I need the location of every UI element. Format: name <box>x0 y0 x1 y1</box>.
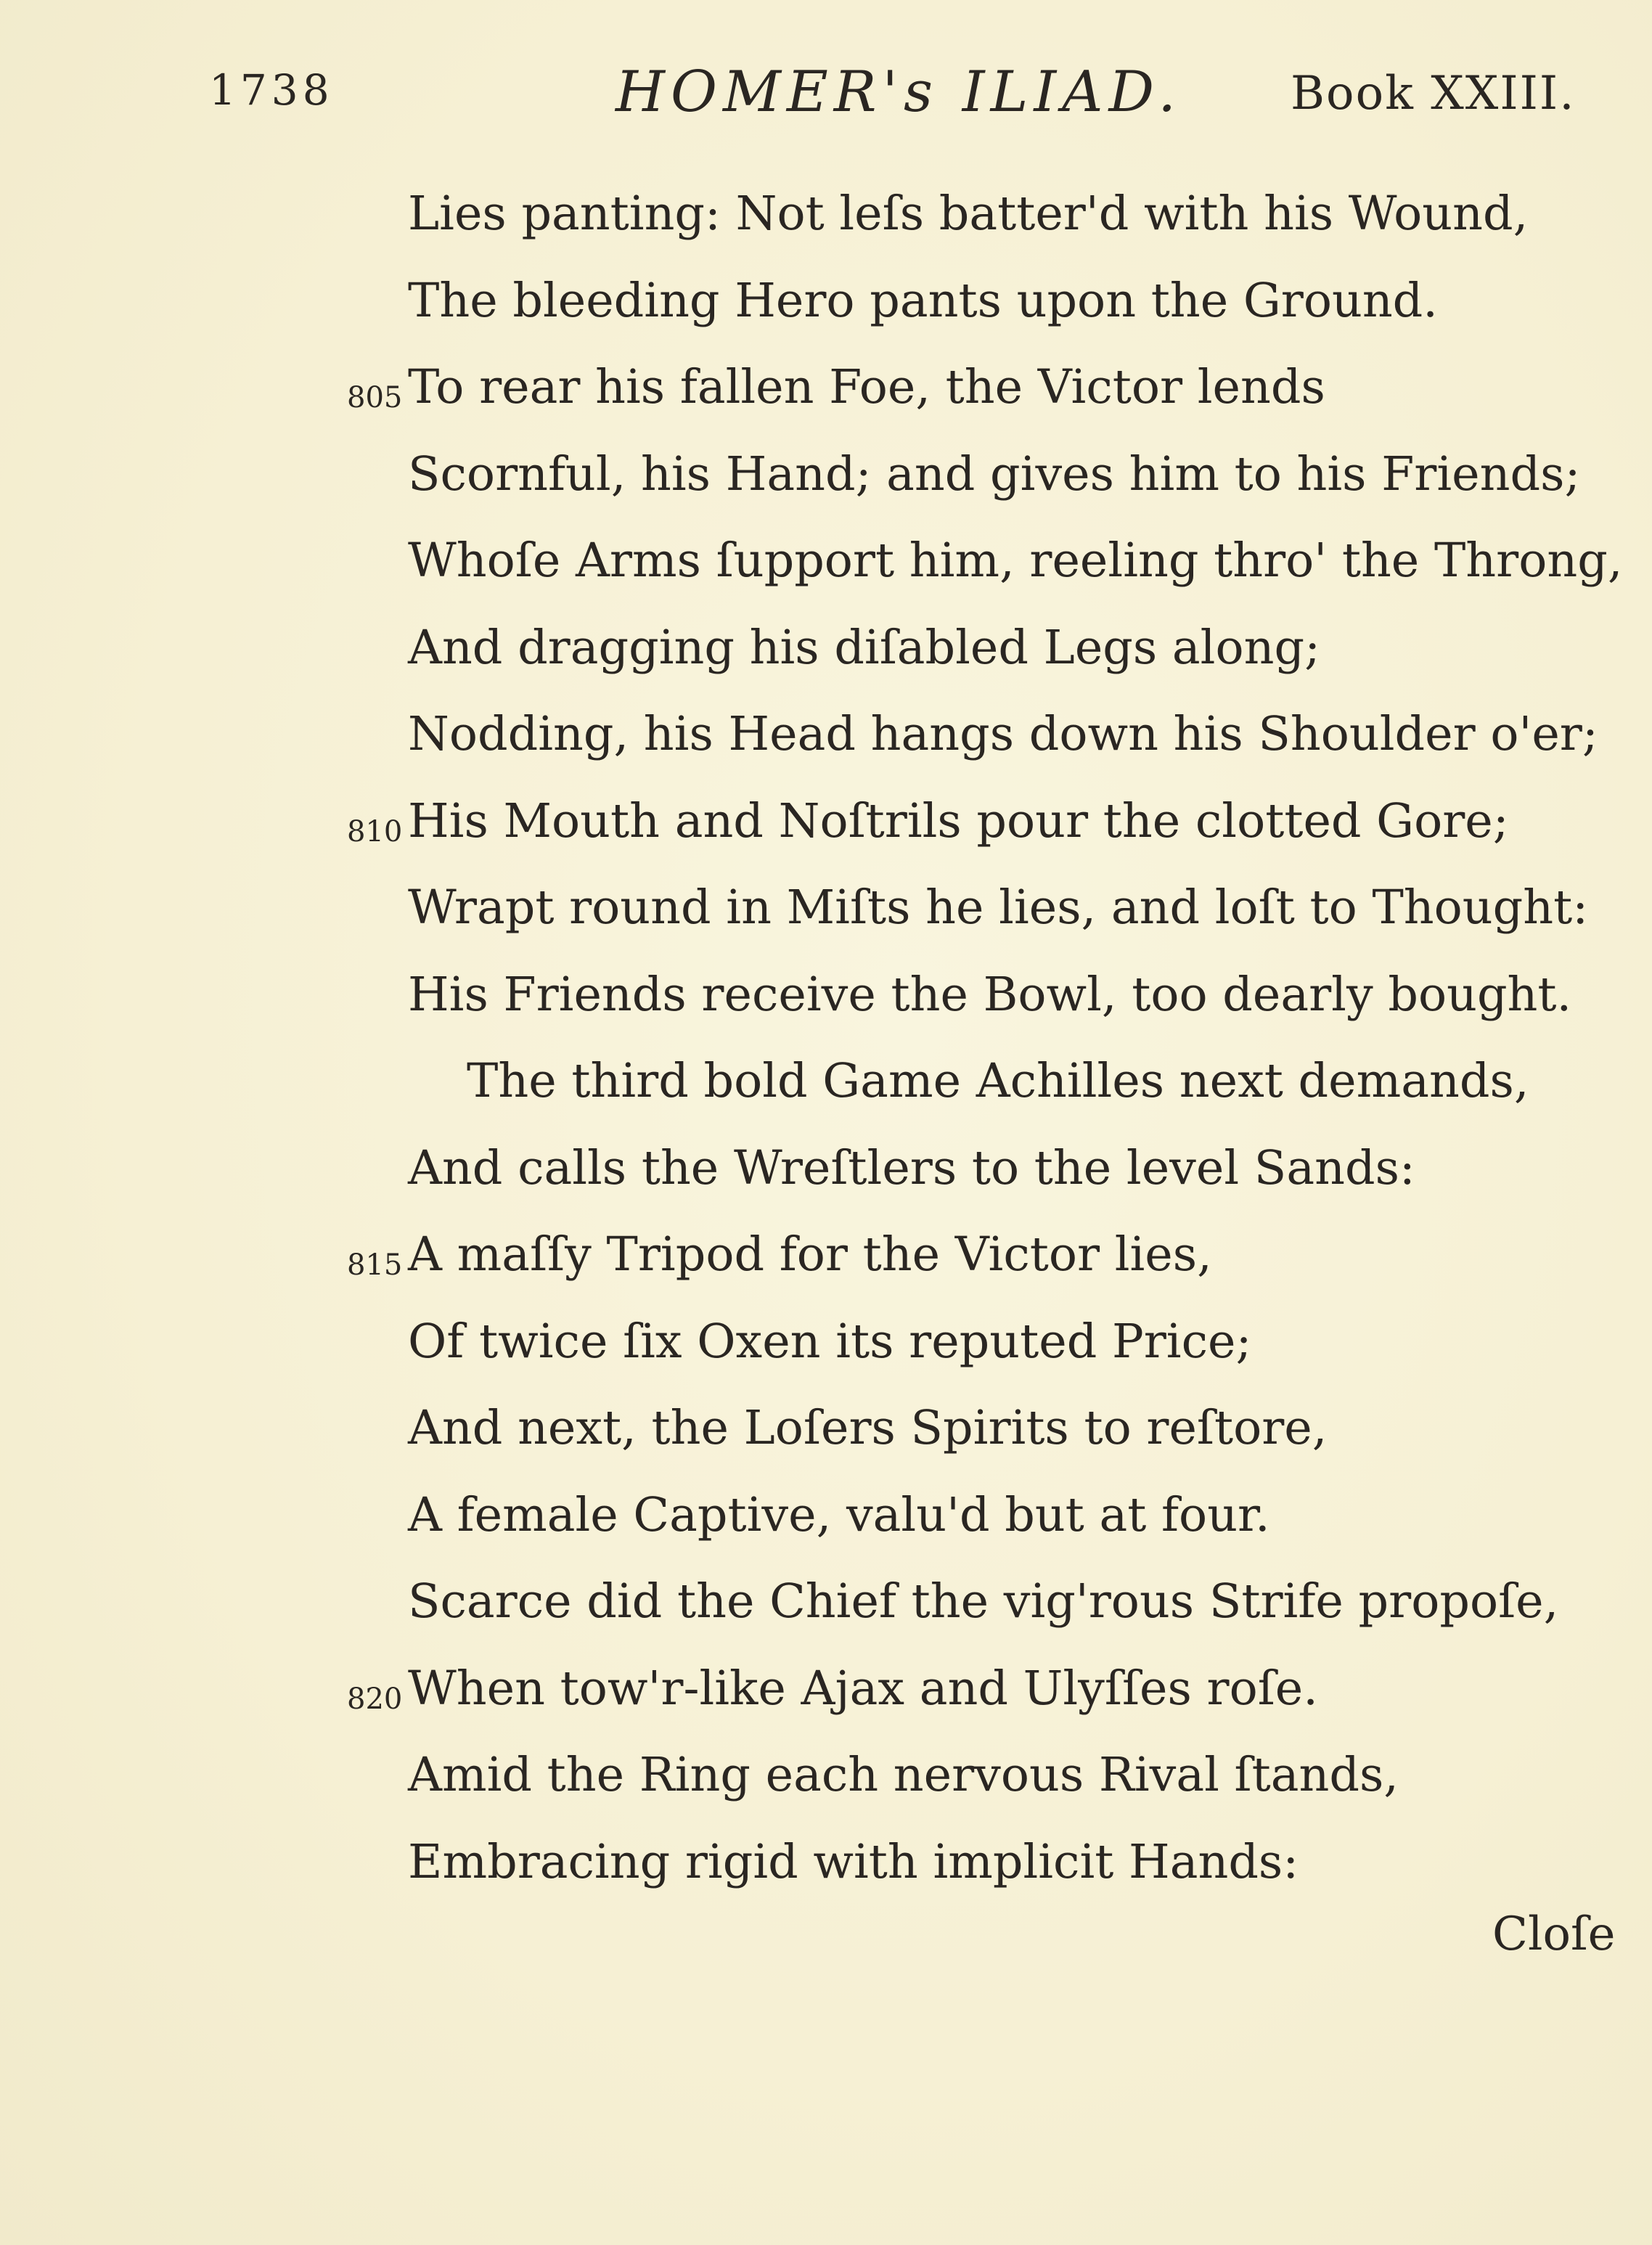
verse-text: And next, the Loſers Spirits to reſtore, <box>408 1401 1328 1455</box>
verse-line <box>0 518 1652 605</box>
verse-block <box>0 171 1652 1906</box>
verse-text: His Mouth and Noſtrils pour the clotted Gore; <box>408 793 1509 848</box>
verse-line <box>0 1820 1652 1907</box>
verse-text: Of twice ſix Oxen its reputed Price; <box>408 1314 1252 1369</box>
verse-line <box>0 779 1652 866</box>
verse-text: Wrapt round in Miſts he lies, and loſt to Thought: <box>408 880 1589 935</box>
verse-text: A maſſy Tripod for the Victor lies, <box>408 1227 1212 1282</box>
verse-text: And calls the Wreſtlers to the level Sands: <box>408 1140 1415 1195</box>
verse-line <box>0 952 1652 1039</box>
verse-line <box>0 1039 1652 1126</box>
verse-text: Embracing rigid with implicit Hands: <box>408 1834 1299 1889</box>
verse-line <box>0 1559 1652 1646</box>
verse-line <box>0 171 1652 258</box>
line-number: 820 <box>347 1682 403 1716</box>
verse-text: Scarce did the Chief the vig'rous Strife propoſe, <box>408 1574 1559 1629</box>
verse-line <box>0 1733 1652 1820</box>
verse-line <box>0 1299 1652 1386</box>
verse-line <box>0 692 1652 779</box>
verse-text: His Friends receive the Bowl, too dearly bought. <box>408 967 1572 1022</box>
verse-line <box>0 432 1652 519</box>
catchword: Cloſe <box>1492 1907 1616 1961</box>
verse-line <box>0 345 1652 432</box>
verse-line <box>0 1646 1652 1733</box>
line-number: 805 <box>347 381 403 414</box>
verse-text: Amid the Ring each nervous Rival ſtands, <box>408 1748 1399 1802</box>
verse-line <box>0 1126 1652 1213</box>
page-number: 1738 <box>209 65 334 115</box>
verse-line <box>0 605 1652 692</box>
line-number: 810 <box>347 814 403 848</box>
verse-text: Whoſe Arms ſupport him, reeling thro' the Throng, <box>408 533 1623 588</box>
verse-text: The bleeding Hero pants upon the Ground. <box>408 273 1438 328</box>
line-number: 815 <box>347 1248 403 1282</box>
verse-text: To rear his fallen Foe, the Victor lends <box>408 360 1325 414</box>
verse-line <box>0 865 1652 952</box>
verse-text: Nodding, his Head hangs down his Shoulder o'er; <box>408 707 1598 761</box>
verse-text: A female Captive, valu'd but at four. <box>408 1487 1270 1542</box>
verse-text: And dragging his diſabled Legs along; <box>408 620 1320 675</box>
verse-text: When tow'r-like Ajax and Ulyſſes roſe. <box>408 1661 1318 1716</box>
verse-line <box>0 1386 1652 1473</box>
verse-line <box>0 258 1652 345</box>
verse-line <box>0 1473 1652 1560</box>
running-title: HOMER's ILIAD. <box>616 60 1182 125</box>
verse-text: The third bold Game Achilles next demands, <box>467 1054 1529 1108</box>
book-label: Book XXIII. <box>1291 67 1576 120</box>
page-header <box>0 60 1652 139</box>
verse-line <box>0 1212 1652 1299</box>
verse-text: Lies panting: Not leſs batter'd with his Wound, <box>408 187 1529 241</box>
verse-text: Scornful, his Hand; and gives him to his Friends; <box>408 446 1581 502</box>
